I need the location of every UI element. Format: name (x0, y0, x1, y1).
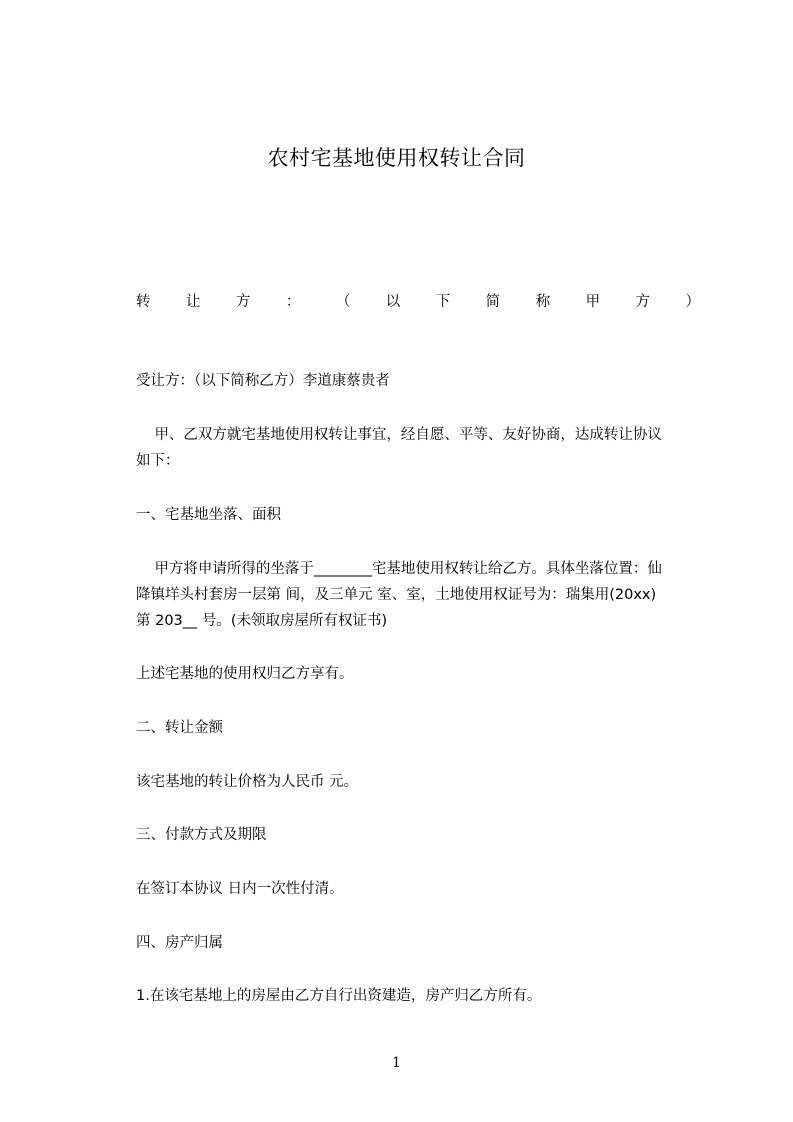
intro-line-2: 如下： (136, 453, 180, 469)
transferee-line: 受让方：（以下简称乙方）李道康蔡贵者 (136, 373, 390, 389)
section-2-line-1: 该宅基地的转让价格为人民币 元。 (136, 774, 359, 790)
section-2-heading: 二、转让金额 (136, 720, 223, 736)
section-1-line-1: 甲方将申请所得的坐落于________宅基地使用权转让给乙方。具体坐落位置：仙 (154, 561, 662, 577)
transferor-char: ） (685, 294, 700, 310)
section-3-line-1: 在签订本协议 日内一次性付清。 (136, 881, 344, 897)
section-1-heading: 一、宅基地坐落、面积 (136, 507, 281, 523)
transferor-char: 方 (235, 294, 251, 310)
section-1-line-3: 第 203__ 号。(未领取房屋所有权证书) (136, 613, 388, 629)
transferor-char: 方 (635, 294, 651, 310)
section-3-heading: 三、付款方式及期限 (136, 827, 267, 843)
section-4-line-1: 1.在该宅基地上的房屋由乙方自行出资建造，房产归乙方所有。 (136, 988, 542, 1004)
transferor-line (136, 289, 700, 315)
transferor-char: 下 (435, 294, 451, 310)
document-title: 农村宅基地使用权转让合同 (267, 146, 526, 170)
section-1-line-4: 上述宅基地的使用权归乙方享有。 (136, 666, 354, 682)
transferor-char: 以 (385, 294, 401, 310)
transferor-char: 转 (136, 294, 151, 310)
section-4-heading: 四、房产归属 (136, 935, 223, 951)
transferor-char: （ (335, 294, 351, 310)
page-number: 1 (392, 1055, 401, 1071)
transferor-char: 简 (485, 294, 501, 310)
transferor-char: 甲 (585, 294, 601, 310)
transferor-char: 让 (185, 294, 201, 310)
intro-line-1: 甲、乙双方就宅基地使用权转让事宜，经自愿、平等、友好协商，达成转让协议 (154, 427, 662, 443)
transferor-char: ： (285, 294, 301, 310)
transferor-char: 称 (535, 294, 551, 310)
section-1-line-2: 降镇垟头村套房一层第 间，及三单元 室、室，土地使用权证号为：瑞集用(20xx) (136, 587, 657, 603)
